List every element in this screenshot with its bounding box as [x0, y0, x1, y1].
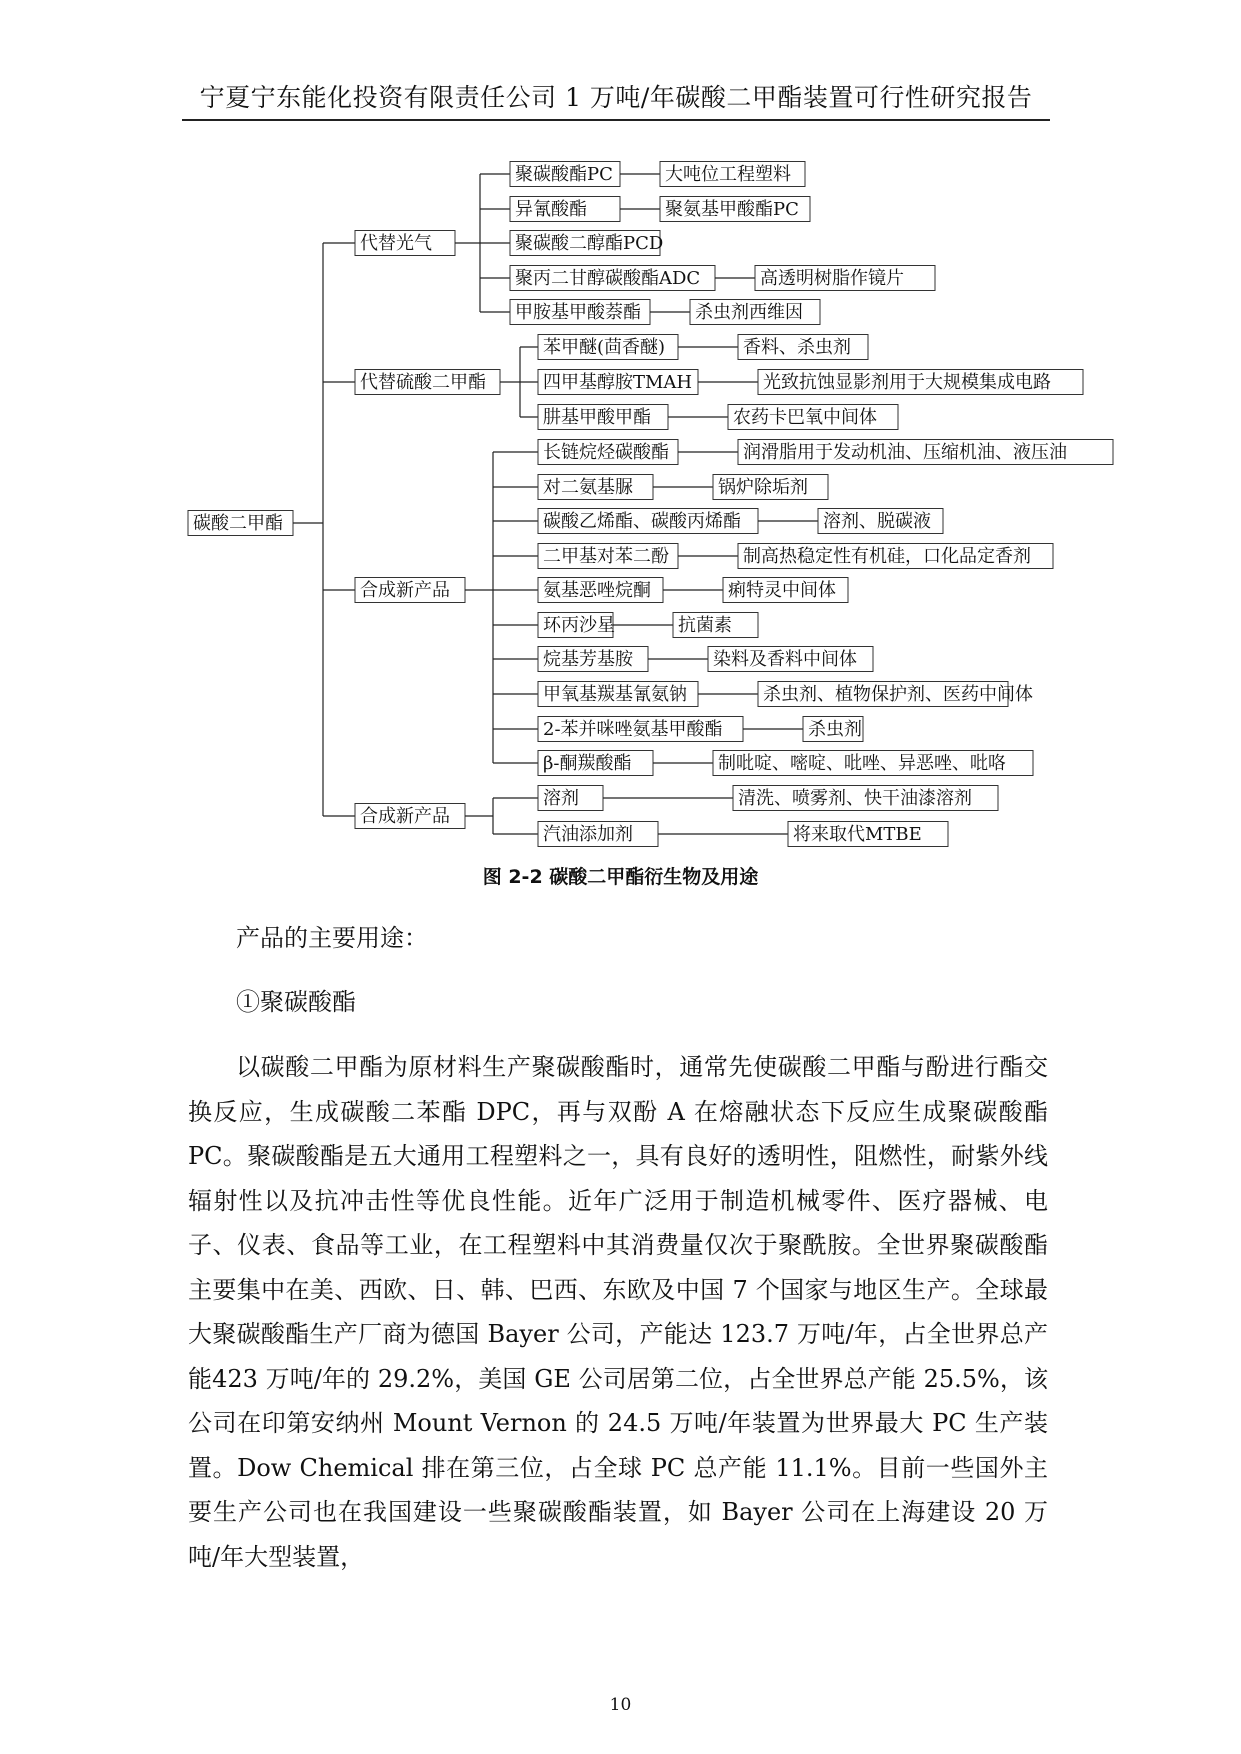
node-use: [803, 717, 863, 742]
body-paragraph: 以碳酸二甲酯为原材料生产聚碳酸酯时，通常先使碳酸二甲酯与酚进行酯交换反应，生成碳酸二苯酯 DPC，再与双酚 A 在熔融状态下反应生成聚碳酸酯PC。聚碳酸酯是五大通用工程塑料之一，具有良好的透明性，阻燃性，耐紫外线辐射性以及抗冲击性等优良性能。近年广泛用于制造机械零件、医疗器械、电子、仪表、食品等工业，在工程塑料中其消费量仅次于聚酰胺。全世界聚碳酸酯主要集中在美、西欧、日、韩、巴西、东欧及中国 7 个国家与地区生产。全球最大聚碳酸酯生产厂商为德国 Bayer 公司，产能达 123.7 万吨/年，占全世界总产能423 万吨/年的 29.2%，美国 GE 公司居第二位，占全世界总产能 25.5%，该公司在印第安纳州 Mount Vernon 的 24.5 万吨/年装置为世界最大 PC 生产装置。Dow Chemical 排在第三位，占全球 PC 总产能 11.1%。目前一些国外主要生产公司也在我国建设一些聚碳酸酯装置，如 Bayer 公司在上海建设 20 万吨/年大型装置，: [188, 1053, 1048, 1571]
svg-text:苯甲醚(茴香醚): 苯甲醚(茴香醚): [543, 337, 666, 358]
node-derivative: [538, 751, 653, 776]
svg-text:润滑脂用于发动机油、压缩机油、液压油: 润滑脂用于发动机油、压缩机油、液压油: [743, 442, 1067, 463]
svg-text:碳酸乙烯酯、碳酸丙烯酯: 碳酸乙烯酯、碳酸丙烯酯: [543, 511, 741, 532]
svg-text:四甲基醇胺TMAH: 四甲基醇胺TMAH: [543, 372, 693, 393]
node-derivative: [538, 405, 668, 430]
node-use: [818, 509, 943, 534]
page-number: 10: [609, 1695, 632, 1715]
node-use: [738, 335, 868, 360]
node-use: [755, 266, 935, 291]
svg-text:清洗、喷雾剂、快干油漆溶剂: 清洗、喷雾剂、快干油漆溶剂: [738, 788, 972, 809]
svg-text:制吡啶、嘧啶、吡唑、异恶唑、吡咯: 制吡啶、嘧啶、吡唑、异恶唑、吡咯: [718, 753, 1006, 774]
node-use: [713, 751, 1033, 776]
svg-text:聚碳酸二醇酯PCD: 聚碳酸二醇酯PCD: [515, 233, 664, 254]
node-derivative: [510, 197, 620, 222]
node-branch: [355, 804, 465, 829]
svg-text:制高热稳定性有机硅，口化品定香剂: 制高热稳定性有机硅，口化品定香剂: [743, 546, 1031, 567]
node-use: [690, 300, 820, 325]
node-derivative: [538, 440, 678, 465]
node-derivative: [538, 370, 698, 395]
node-use: [758, 370, 1083, 395]
figure-caption: 图 2-2 碳酸二甲酯衍生物及用途: [482, 866, 759, 888]
svg-text:溶剂、脱碳液: 溶剂、脱碳液: [823, 511, 931, 532]
svg-text:烷基芳基胺: 烷基芳基胺: [543, 649, 633, 670]
svg-text:长链烷烃碳酸酯: 长链烷烃碳酸酯: [543, 442, 669, 463]
derivatives-tree-diagram: [0, 0, 1241, 860]
node-derivative: [538, 544, 678, 569]
svg-text:杀虫剂、植物保护剂、医药中间体: 杀虫剂、植物保护剂、医药中间体: [763, 684, 1033, 705]
node-derivative: [538, 647, 648, 672]
node-derivative: [538, 717, 743, 742]
svg-text:β-酮羰酸酯: β-酮羰酸酯: [543, 753, 632, 774]
svg-text:汽油添加剂: 汽油添加剂: [543, 824, 633, 845]
node-derivative: [538, 509, 758, 534]
node-use: [673, 613, 758, 638]
node-use: [738, 440, 1113, 465]
node-derivative: [538, 822, 658, 847]
node-derivative: [510, 300, 650, 325]
svg-text:碳酸二甲酯: 碳酸二甲酯: [193, 513, 283, 534]
svg-text:氨基恶唑烷酮: 氨基恶唑烷酮: [543, 580, 651, 601]
svg-text:合成新产品: 合成新产品: [360, 806, 450, 827]
node-derivative: [510, 266, 715, 291]
svg-text:痢特灵中间体: 痢特灵中间体: [728, 580, 836, 601]
page-header: 宁夏宁东能化投资有限责任公司 1 万吨/年碳酸二甲酯装置可行性研究报告: [199, 83, 1033, 112]
node-use: [738, 544, 1053, 569]
svg-text:肼基甲酸甲酯: 肼基甲酸甲酯: [543, 407, 651, 428]
svg-text:甲胺基甲酸萘酯: 甲胺基甲酸萘酯: [515, 302, 641, 323]
subheading-pc: ①聚碳酸酯: [236, 988, 356, 1016]
svg-text:环丙沙星: 环丙沙星: [543, 615, 615, 636]
svg-text:农药卡巴氧中间体: 农药卡巴氧中间体: [733, 407, 877, 428]
svg-text:聚碳酸酯PC: 聚碳酸酯PC: [515, 164, 613, 185]
svg-text:高透明树脂作镜片: 高透明树脂作镜片: [760, 268, 904, 289]
node-branch: [355, 578, 465, 603]
svg-text:溶剂: 溶剂: [543, 788, 579, 809]
svg-text:锅炉除垢剂: 锅炉除垢剂: [718, 477, 808, 498]
svg-text:甲氧基羰基氰氨钠: 甲氧基羰基氰氨钠: [543, 684, 687, 705]
svg-text:将来取代MTBE: 将来取代MTBE: [793, 824, 922, 845]
node-derivative: [510, 162, 620, 187]
node-derivative: [538, 786, 603, 811]
svg-text:染料及香料中间体: 染料及香料中间体: [713, 649, 857, 670]
node-use: [788, 822, 948, 847]
svg-text:代替硫酸二甲酯: 代替硫酸二甲酯: [360, 372, 486, 393]
svg-text:聚丙二甘醇碳酸酯ADC: 聚丙二甘醇碳酸酯ADC: [515, 268, 701, 289]
node-derivative: [538, 335, 678, 360]
node-derivative: [538, 578, 663, 603]
node-use: [708, 647, 873, 672]
svg-text:光致抗蚀显影剂用于大规模集成电路: 光致抗蚀显影剂用于大规模集成电路: [763, 372, 1051, 393]
node-derivative: [538, 613, 615, 638]
node-use: [660, 162, 805, 187]
node-branch: [355, 370, 500, 395]
svg-text:杀虫剂西维因: 杀虫剂西维因: [695, 302, 803, 323]
svg-text:合成新产品: 合成新产品: [360, 580, 450, 601]
node-derivative: [538, 475, 653, 500]
svg-text:异氰酸酯: 异氰酸酯: [515, 199, 587, 220]
node-root: [188, 511, 293, 536]
svg-text:抗菌素: 抗菌素: [678, 615, 732, 636]
node-use: [660, 197, 810, 222]
node-use: [758, 682, 1033, 707]
node-use: [713, 475, 828, 500]
node-use: [733, 786, 998, 811]
svg-text:对二氨基脲: 对二氨基脲: [543, 477, 633, 498]
svg-text:聚氨基甲酸酯PC: 聚氨基甲酸酯PC: [665, 199, 799, 220]
svg-text:大吨位工程塑料: 大吨位工程塑料: [665, 164, 791, 185]
svg-text:代替光气: 代替光气: [360, 233, 432, 254]
node-use: [728, 405, 898, 430]
node-branch: [355, 231, 455, 256]
node-derivative: [538, 682, 698, 707]
svg-text:2-苯并咪唑氨基甲酸酯: 2-苯并咪唑氨基甲酸酯: [543, 719, 723, 740]
svg-text:二甲基对苯二酚: 二甲基对苯二酚: [543, 546, 669, 567]
svg-text:香料、杀虫剂: 香料、杀虫剂: [743, 337, 851, 358]
node-derivative: [510, 231, 663, 256]
node-use: [723, 578, 848, 603]
svg-text:杀虫剂: 杀虫剂: [808, 719, 862, 740]
intro-line: 产品的主要用途：: [236, 924, 428, 952]
